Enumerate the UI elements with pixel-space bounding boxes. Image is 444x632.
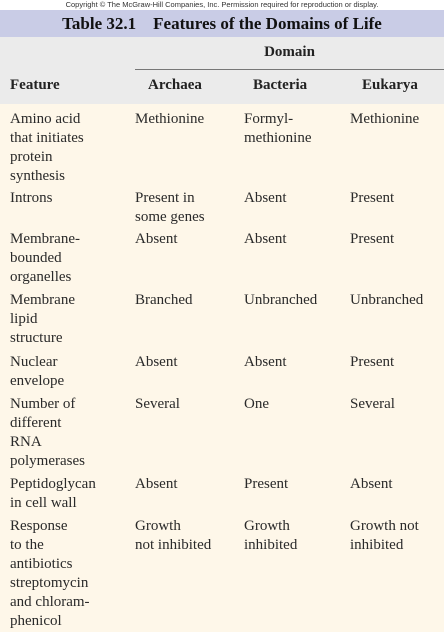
bacteria-cell xyxy=(244,395,344,414)
eukarya-cell xyxy=(350,189,444,208)
cell-line: different xyxy=(10,415,62,431)
table-body xyxy=(0,104,444,632)
eukarya-cell xyxy=(350,291,444,310)
eukarya-cell xyxy=(350,475,444,494)
table-title-bar xyxy=(0,10,444,37)
cell-line: bounded xyxy=(10,250,62,266)
cell-line: Unbranched xyxy=(244,292,318,308)
cell-line: Absent xyxy=(135,354,178,370)
archaea-cell xyxy=(135,189,240,227)
cell-line: One xyxy=(244,396,269,412)
title-gap xyxy=(136,14,153,34)
cell-line: and chloram- xyxy=(10,594,90,610)
cell-line: Present xyxy=(244,476,289,492)
bacteria-cell xyxy=(244,110,344,148)
table-number: Table 32.1 xyxy=(62,13,137,33)
column-header-archaea: Archaea xyxy=(148,77,202,93)
cell-line: Absent xyxy=(135,231,178,247)
cell-line: polymerases xyxy=(10,453,85,469)
feature-cell xyxy=(10,395,130,471)
archaea-cell xyxy=(135,110,240,129)
feature-cell xyxy=(10,230,130,287)
domain-divider xyxy=(135,69,444,70)
cell-line: Present xyxy=(350,231,395,247)
eukarya-cell xyxy=(350,517,444,555)
cell-line: antibiotics xyxy=(10,556,73,572)
feature-cell xyxy=(10,189,130,208)
cell-line: Growth xyxy=(244,518,290,534)
cell-line: not inhibited xyxy=(135,537,212,553)
archaea-cell xyxy=(135,291,240,310)
eukarya-cell xyxy=(350,110,444,129)
eukarya-cell xyxy=(350,395,444,414)
cell-line: methionine xyxy=(244,130,312,146)
domain-header: Domain xyxy=(264,44,315,60)
cell-line: Number of xyxy=(10,396,76,412)
cell-line: structure xyxy=(10,330,63,346)
cell-line: Peptidoglycan xyxy=(10,476,96,492)
archaea-cell xyxy=(135,395,240,414)
cell-line: Present xyxy=(350,190,395,206)
cell-line: Absent xyxy=(244,190,287,206)
cell-line: organelles xyxy=(10,269,72,285)
archaea-cell xyxy=(135,517,240,555)
column-header-eukarya: Eukarya xyxy=(362,77,418,93)
cell-line: Absent xyxy=(350,476,393,492)
column-header-bacteria: Bacteria xyxy=(253,77,308,93)
cell-line: lipid xyxy=(10,311,38,327)
cell-line: Methionine xyxy=(135,111,205,127)
bacteria-cell xyxy=(244,475,344,494)
feature-cell xyxy=(10,110,130,186)
cell-line: streptomycin xyxy=(10,575,89,591)
cell-line: to the xyxy=(10,537,44,553)
feature-cell xyxy=(10,517,130,631)
eukarya-cell xyxy=(350,353,444,372)
cell-line: Present xyxy=(350,354,395,370)
cell-line: Amino acid xyxy=(10,111,81,127)
cell-line: that initiates xyxy=(10,130,84,146)
cell-line: Nuclear xyxy=(10,354,58,370)
cell-line: in cell wall xyxy=(10,495,77,511)
cell-line: phenicol xyxy=(10,613,62,629)
cell-line: inhibited xyxy=(350,537,404,553)
column-header-feature: Feature xyxy=(10,77,60,93)
cell-line: Formyl- xyxy=(244,111,294,127)
cell-line: Present in xyxy=(135,190,195,206)
cell-line: Methionine xyxy=(350,111,420,127)
cell-line: Absent xyxy=(244,354,287,370)
archaea-cell xyxy=(135,230,240,249)
cell-line: some genes xyxy=(135,209,205,225)
bacteria-cell xyxy=(244,291,344,310)
cell-line: Membrane- xyxy=(10,231,80,247)
bacteria-cell xyxy=(244,353,344,372)
bacteria-cell xyxy=(244,517,344,555)
cell-line: Absent xyxy=(244,231,287,247)
column-header-row xyxy=(0,69,444,104)
cell-line: protein xyxy=(10,149,53,165)
cell-line: Growth xyxy=(135,518,181,534)
eukarya-cell xyxy=(350,230,444,249)
feature-cell xyxy=(10,353,130,391)
archaea-cell xyxy=(135,353,240,372)
cell-line: Absent xyxy=(135,476,178,492)
archaea-cell xyxy=(135,475,240,494)
cell-line: Introns xyxy=(10,190,53,206)
cell-line: synthesis xyxy=(10,168,66,184)
feature-cell xyxy=(10,475,130,513)
cell-line: Several xyxy=(135,396,180,412)
copyright-notice: Copyright © The McGraw-Hill Companies, Inc. Permission required for reproduction or display. xyxy=(65,0,379,9)
bacteria-cell xyxy=(244,230,344,249)
cell-line: RNA xyxy=(10,434,42,450)
cell-line: Branched xyxy=(135,292,193,308)
cell-line: Several xyxy=(350,396,395,412)
cell-line: Unbranched xyxy=(350,292,424,308)
feature-cell xyxy=(10,291,130,348)
domain-header-row xyxy=(0,37,444,69)
cell-line: Growth not xyxy=(350,518,419,534)
cell-line: envelope xyxy=(10,373,65,389)
table-title: Features of the Domains of Life xyxy=(153,13,382,33)
cell-line: inhibited xyxy=(244,537,298,553)
bacteria-cell xyxy=(244,189,344,208)
cell-line: Response xyxy=(10,518,68,534)
cell-line: Membrane xyxy=(10,292,75,308)
